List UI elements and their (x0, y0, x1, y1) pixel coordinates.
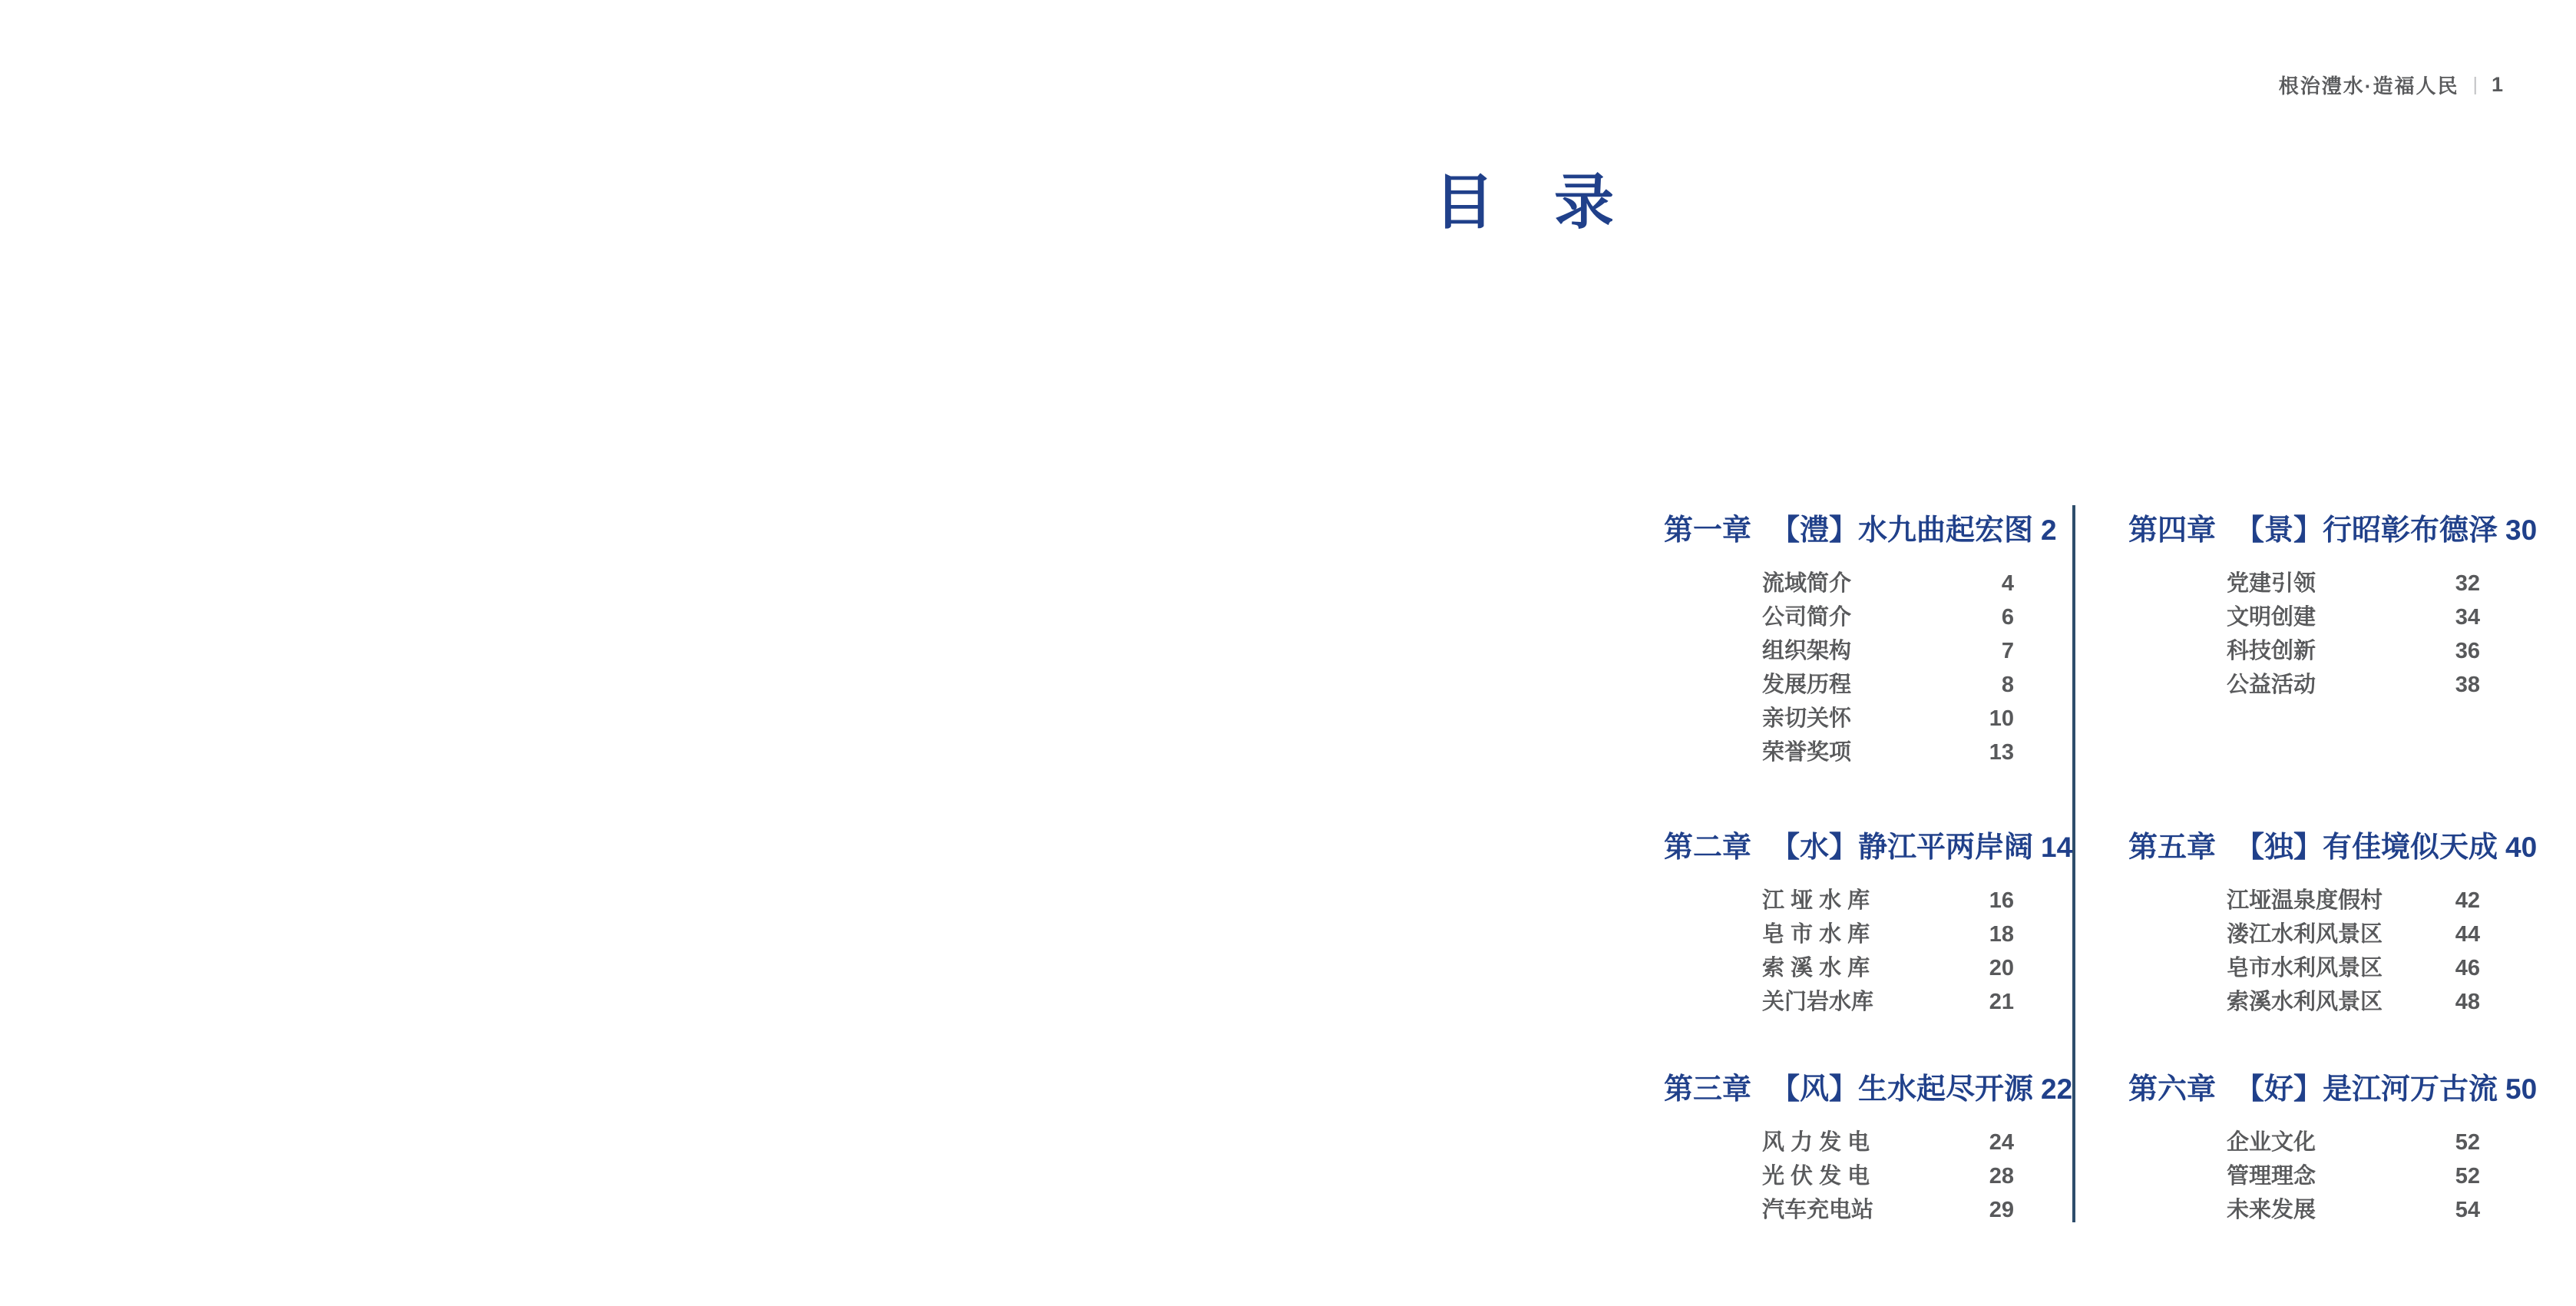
chapter-number-label: 第一章 (1664, 514, 1752, 547)
toc-entry[interactable] (2227, 951, 2480, 985)
header-separator: | (2472, 74, 2478, 95)
toc-entry[interactable] (1762, 567, 2014, 600)
toc-entry-page: 21 (1989, 990, 2014, 1014)
page-header (2279, 71, 2503, 99)
toc-entry[interactable] (2227, 567, 2480, 600)
toc-entry-label: 索 溪 水 库 (1762, 956, 1870, 980)
chapter-item-list (2128, 567, 2480, 702)
toc-entry[interactable] (1762, 1126, 2014, 1159)
toc-entry[interactable] (1762, 985, 2014, 1019)
chapter-number-label: 第三章 (1664, 1073, 1752, 1106)
chapter-title: 【好】是江河万古流 (2235, 1073, 2498, 1106)
chapter-title: 【独】有佳境似天成 (2235, 832, 2498, 864)
toc-entry-page: 36 (2455, 639, 2480, 663)
chapter-page-number: 2 (2041, 514, 2057, 546)
toc-entry[interactable] (2227, 1159, 2480, 1193)
toc-entry-page: 48 (2455, 990, 2480, 1014)
toc-entry-label: 未来发展 (2227, 1198, 2316, 1222)
chapter-title: 【水】静江平两岸阔 (1771, 832, 2034, 864)
chapter-title: 【澧】水九曲起宏图 (1771, 514, 2034, 547)
chapter-heading[interactable] (2128, 1072, 2538, 1107)
chapter-item-list (2128, 884, 2480, 1019)
chapter-heading[interactable] (1664, 830, 2073, 865)
toc-entry-label: 亲切关怀 (1762, 706, 1852, 731)
toc-entry[interactable] (2227, 884, 2480, 918)
toc-entry-page: 44 (2455, 922, 2480, 947)
chapter-title: 【景】行昭彰布德泽 (2235, 514, 2498, 547)
toc-section-chapter-2 (1664, 830, 2073, 1019)
chapter-page-number: 50 (2505, 1073, 2538, 1105)
toc-entry-page: 42 (2455, 888, 2480, 913)
toc-entry-page: 34 (2455, 605, 2480, 630)
toc-entry[interactable] (2227, 600, 2480, 634)
chapter-title: 【风】生水起尽开源 (1771, 1073, 2034, 1106)
toc-entry-label: 风 力 发 电 (1762, 1130, 1870, 1155)
toc-entry[interactable] (1762, 918, 2014, 951)
toc-entry-page: 10 (1989, 706, 2014, 731)
toc-entry-label: 皂 市 水 库 (1762, 922, 1870, 947)
chapter-page-number: 14 (2041, 832, 2073, 863)
toc-section-chapter-1 (1664, 513, 2057, 769)
toc-section-chapter-6 (2128, 1072, 2538, 1227)
toc-entry-label: 汽车充电站 (1762, 1198, 1874, 1222)
page-title: 目 录 (1434, 168, 1615, 236)
toc-entry-page: 16 (1989, 888, 2014, 913)
toc-entry[interactable] (1762, 634, 2014, 668)
chapter-heading[interactable] (2128, 830, 2538, 865)
toc-entry-label: 公益活动 (2227, 673, 2316, 697)
chapter-heading[interactable] (1664, 1072, 2073, 1107)
toc-entry-label: 发展历程 (1762, 673, 1852, 697)
toc-entry-label: 党建引领 (2227, 571, 2316, 596)
chapter-number-label: 第四章 (2128, 514, 2217, 547)
toc-entry-label: 组织架构 (1762, 639, 1852, 663)
column-divider (2072, 505, 2075, 1222)
toc-entry[interactable] (1762, 600, 2014, 634)
toc-entry-label: 溇江水利风景区 (2227, 922, 2383, 947)
chapter-number-label: 第六章 (2128, 1073, 2217, 1106)
toc-section-chapter-4 (2128, 513, 2538, 702)
header-page-number: 1 (2491, 73, 2503, 96)
toc-entry-label: 流域简介 (1762, 571, 1852, 596)
toc-entry-label: 光 伏 发 电 (1762, 1164, 1870, 1189)
chapter-page-number: 22 (2041, 1073, 2073, 1105)
toc-entry[interactable] (1762, 1159, 2014, 1193)
toc-entry[interactable] (1762, 884, 2014, 918)
toc-entry[interactable] (2227, 1193, 2480, 1227)
chapter-item-list (1664, 567, 2014, 769)
toc-entry-label: 江 垭 水 库 (1762, 888, 1870, 913)
toc-entry-label: 科技创新 (2227, 639, 2316, 663)
chapter-number-label: 第五章 (2128, 832, 2217, 864)
toc-entry-label: 索溪水利风景区 (2227, 990, 2383, 1014)
chapter-heading[interactable] (2128, 513, 2538, 548)
toc-entry-page: 6 (2001, 605, 2014, 630)
toc-entry-label: 管理理念 (2227, 1164, 2316, 1189)
toc-entry-page: 46 (2455, 956, 2480, 980)
toc-entry[interactable] (2227, 985, 2480, 1019)
toc-entry-label: 皂市水利风景区 (2227, 956, 2383, 980)
toc-entry-page: 54 (2455, 1198, 2480, 1222)
toc-entry-page: 38 (2455, 673, 2480, 697)
toc-entry-label: 荣誉奖项 (1762, 740, 1852, 765)
toc-entry[interactable] (2227, 918, 2480, 951)
toc-entry[interactable] (2227, 668, 2480, 702)
toc-entry-page: 13 (1989, 740, 2014, 765)
toc-entry-label: 企业文化 (2227, 1130, 2316, 1155)
chapter-page-number: 40 (2505, 832, 2538, 863)
toc-entry[interactable] (1762, 668, 2014, 702)
toc-entry-page: 18 (1989, 922, 2014, 947)
header-slogan: 根治澧水·造福人民 (2278, 74, 2459, 98)
chapter-page-number: 30 (2505, 514, 2538, 546)
toc-entry-page: 32 (2455, 571, 2480, 596)
toc-entry-page: 8 (2001, 673, 2014, 697)
toc-section-chapter-3 (1664, 1072, 2073, 1227)
toc-entry-label: 文明创建 (2227, 605, 2316, 630)
toc-entry-page: 52 (2455, 1164, 2480, 1189)
chapter-number-label: 第二章 (1664, 832, 1752, 864)
chapter-heading[interactable] (1664, 513, 2057, 548)
toc-entry[interactable] (2227, 634, 2480, 668)
chapter-item-list (1664, 884, 2014, 1019)
toc-entry-page: 52 (2455, 1130, 2480, 1155)
toc-entry-label: 江垭温泉度假村 (2227, 888, 2383, 913)
toc-entry[interactable] (1762, 1193, 2014, 1227)
toc-entry-page: 7 (2001, 639, 2014, 663)
toc-entry-page: 28 (1989, 1164, 2014, 1189)
toc-entry-page: 29 (1989, 1198, 2014, 1222)
toc-entry-label: 关门岩水库 (1762, 990, 1874, 1014)
toc-entry[interactable] (1762, 951, 2014, 985)
toc-entry[interactable] (1762, 702, 2014, 736)
toc-entry-label: 公司简介 (1762, 605, 1852, 630)
toc-section-chapter-5 (2128, 830, 2538, 1019)
chapter-item-list (1664, 1126, 2014, 1227)
chapter-item-list (2128, 1126, 2480, 1227)
toc-entry[interactable] (1762, 736, 2014, 769)
toc-entry[interactable] (2227, 1126, 2480, 1159)
toc-entry-page: 20 (1989, 956, 2014, 980)
toc-entry-page: 24 (1989, 1130, 2014, 1155)
toc-entry-page: 4 (2001, 571, 2014, 596)
